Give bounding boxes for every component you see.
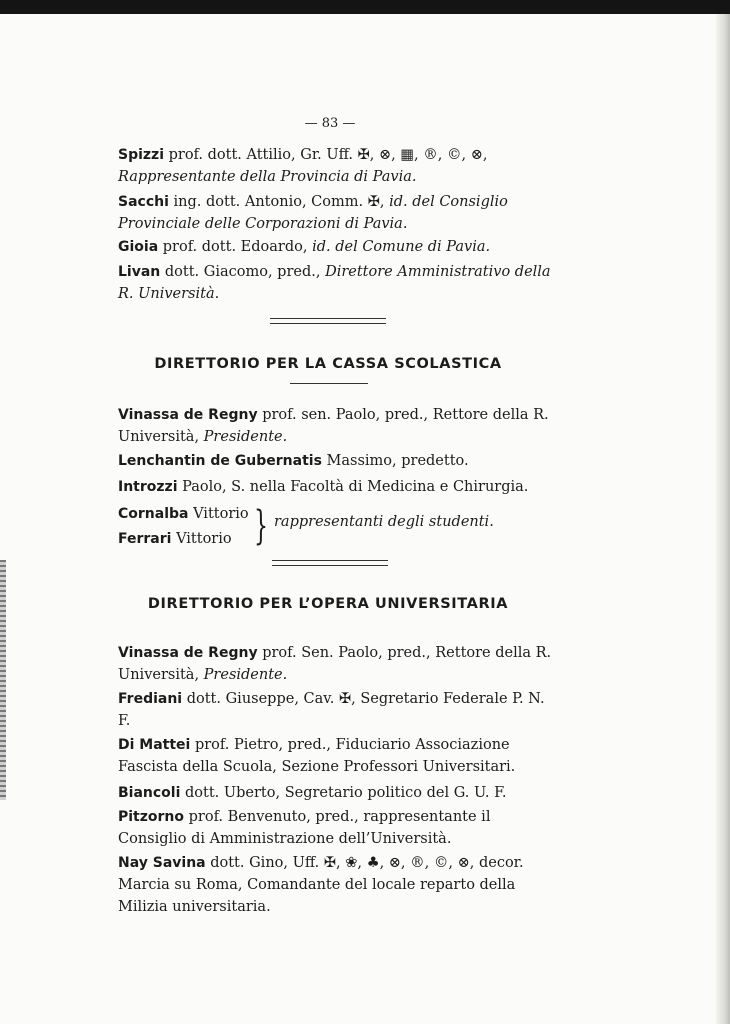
- page-number: — 83 —: [304, 116, 356, 131]
- entry-name: Pitzorno: [118, 809, 185, 825]
- list-item: [118, 502, 249, 527]
- section-divider: [270, 318, 386, 324]
- entry-name: Cornalba: [118, 506, 189, 522]
- brace-icon: }: [254, 503, 268, 549]
- students-label: rappresentanti degli studenti.: [274, 514, 494, 530]
- list-item: [118, 852, 558, 918]
- list-item: [118, 191, 558, 235]
- list-item: [118, 476, 558, 498]
- entry-text: Paolo, S. nella Facoltà di Medicina e Chirurgia.: [182, 479, 529, 495]
- entry-name: Livan: [118, 264, 161, 280]
- list-item: [118, 782, 558, 804]
- list-item: [118, 527, 249, 552]
- list-item: [118, 806, 558, 850]
- entry-text: dott. Uberto, Segretario politico del G. U. F.: [185, 785, 507, 801]
- entry-name: Frediani: [118, 691, 183, 707]
- section-divider: [272, 560, 388, 566]
- entry-text: prof. Benvenuto, pred., rappresentante il Consiglio di Amministrazione dell’Università.: [118, 809, 491, 847]
- entry-text: Massimo, predetto.: [326, 453, 469, 469]
- entry-name: Spizzi: [118, 147, 164, 163]
- entry-text: prof. sen. Paolo, pred., Rettore della R. Università,: [118, 407, 549, 445]
- list-item: [118, 450, 558, 472]
- entry-text: prof. Pietro, pred., Fiduciario Associazione Fascista della Scuola, Sezione Professori Universitari.: [118, 737, 516, 775]
- list-item: [118, 734, 558, 778]
- entry-role: Rappresentante della Provincia di Pavia.: [118, 169, 417, 185]
- heading-underline: [290, 383, 368, 384]
- entry-name: Lenchantin de Gubernatis: [118, 453, 322, 469]
- entry-role: Presidente.: [203, 429, 288, 445]
- entry-text: ing. dott. Antonio, Comm. ✠,: [173, 194, 390, 210]
- list-item: [118, 261, 558, 305]
- entry-role: Presidente.: [203, 667, 288, 683]
- entry-role: Direttore Amministrativo della R. Università.: [118, 264, 551, 302]
- entry-name: Gioia: [118, 239, 159, 255]
- student-representatives: [118, 502, 558, 552]
- list-item: [118, 642, 558, 686]
- entry-role: id. del Comune di Pavia.: [312, 239, 491, 255]
- entry-name: Di Mattei: [118, 737, 191, 753]
- entry-name: Biancoli: [118, 785, 181, 801]
- entry-text: Vittorio: [176, 531, 232, 547]
- section-heading: DIRETTORIO PER LA CASSA SCOLASTICA: [154, 356, 502, 372]
- entry-text: prof. dott. Attilio, Gr. Uff. ✠, ⊗, ▦, ®, ©, ⊗,: [168, 147, 488, 163]
- entry-name: Vinassa de Regny: [118, 645, 258, 661]
- entry-name: Vinassa de Regny: [118, 407, 258, 423]
- entry-text: dott. Giuseppe, Cav. ✠, Segretario Federale P. N. F.: [118, 691, 545, 729]
- entry-name: Sacchi: [118, 194, 169, 210]
- entry-name: Nay Savina: [118, 855, 206, 871]
- entry-text: dott. Giacomo, pred.,: [164, 264, 326, 280]
- list-item: [118, 144, 558, 188]
- student-names: [118, 502, 249, 552]
- entry-text: Vittorio: [193, 506, 249, 522]
- entry-text: prof. dott. Edoardo,: [162, 239, 313, 255]
- entry-name: Ferrari: [118, 531, 172, 547]
- list-item: [118, 404, 558, 448]
- entry-role: id. del Consiglio Provinciale delle Corporazioni di Pavia.: [118, 194, 508, 232]
- entry-text: prof. Sen. Paolo, pred., Rettore della R. Università,: [118, 645, 552, 683]
- section-heading: DIRETTORIO PER L’OPERA UNIVERSITARIA: [147, 596, 509, 612]
- list-item: [118, 236, 558, 258]
- list-item: [118, 688, 558, 732]
- entry-name: Introzzi: [118, 479, 178, 495]
- entry-text: dott. Gino, Uff. ✠, ❀, ♣, ⊗, ®, ©, ⊗, decor. Marcia su Roma, Comandante del locale reparto della Milizia universitaria.: [118, 855, 524, 915]
